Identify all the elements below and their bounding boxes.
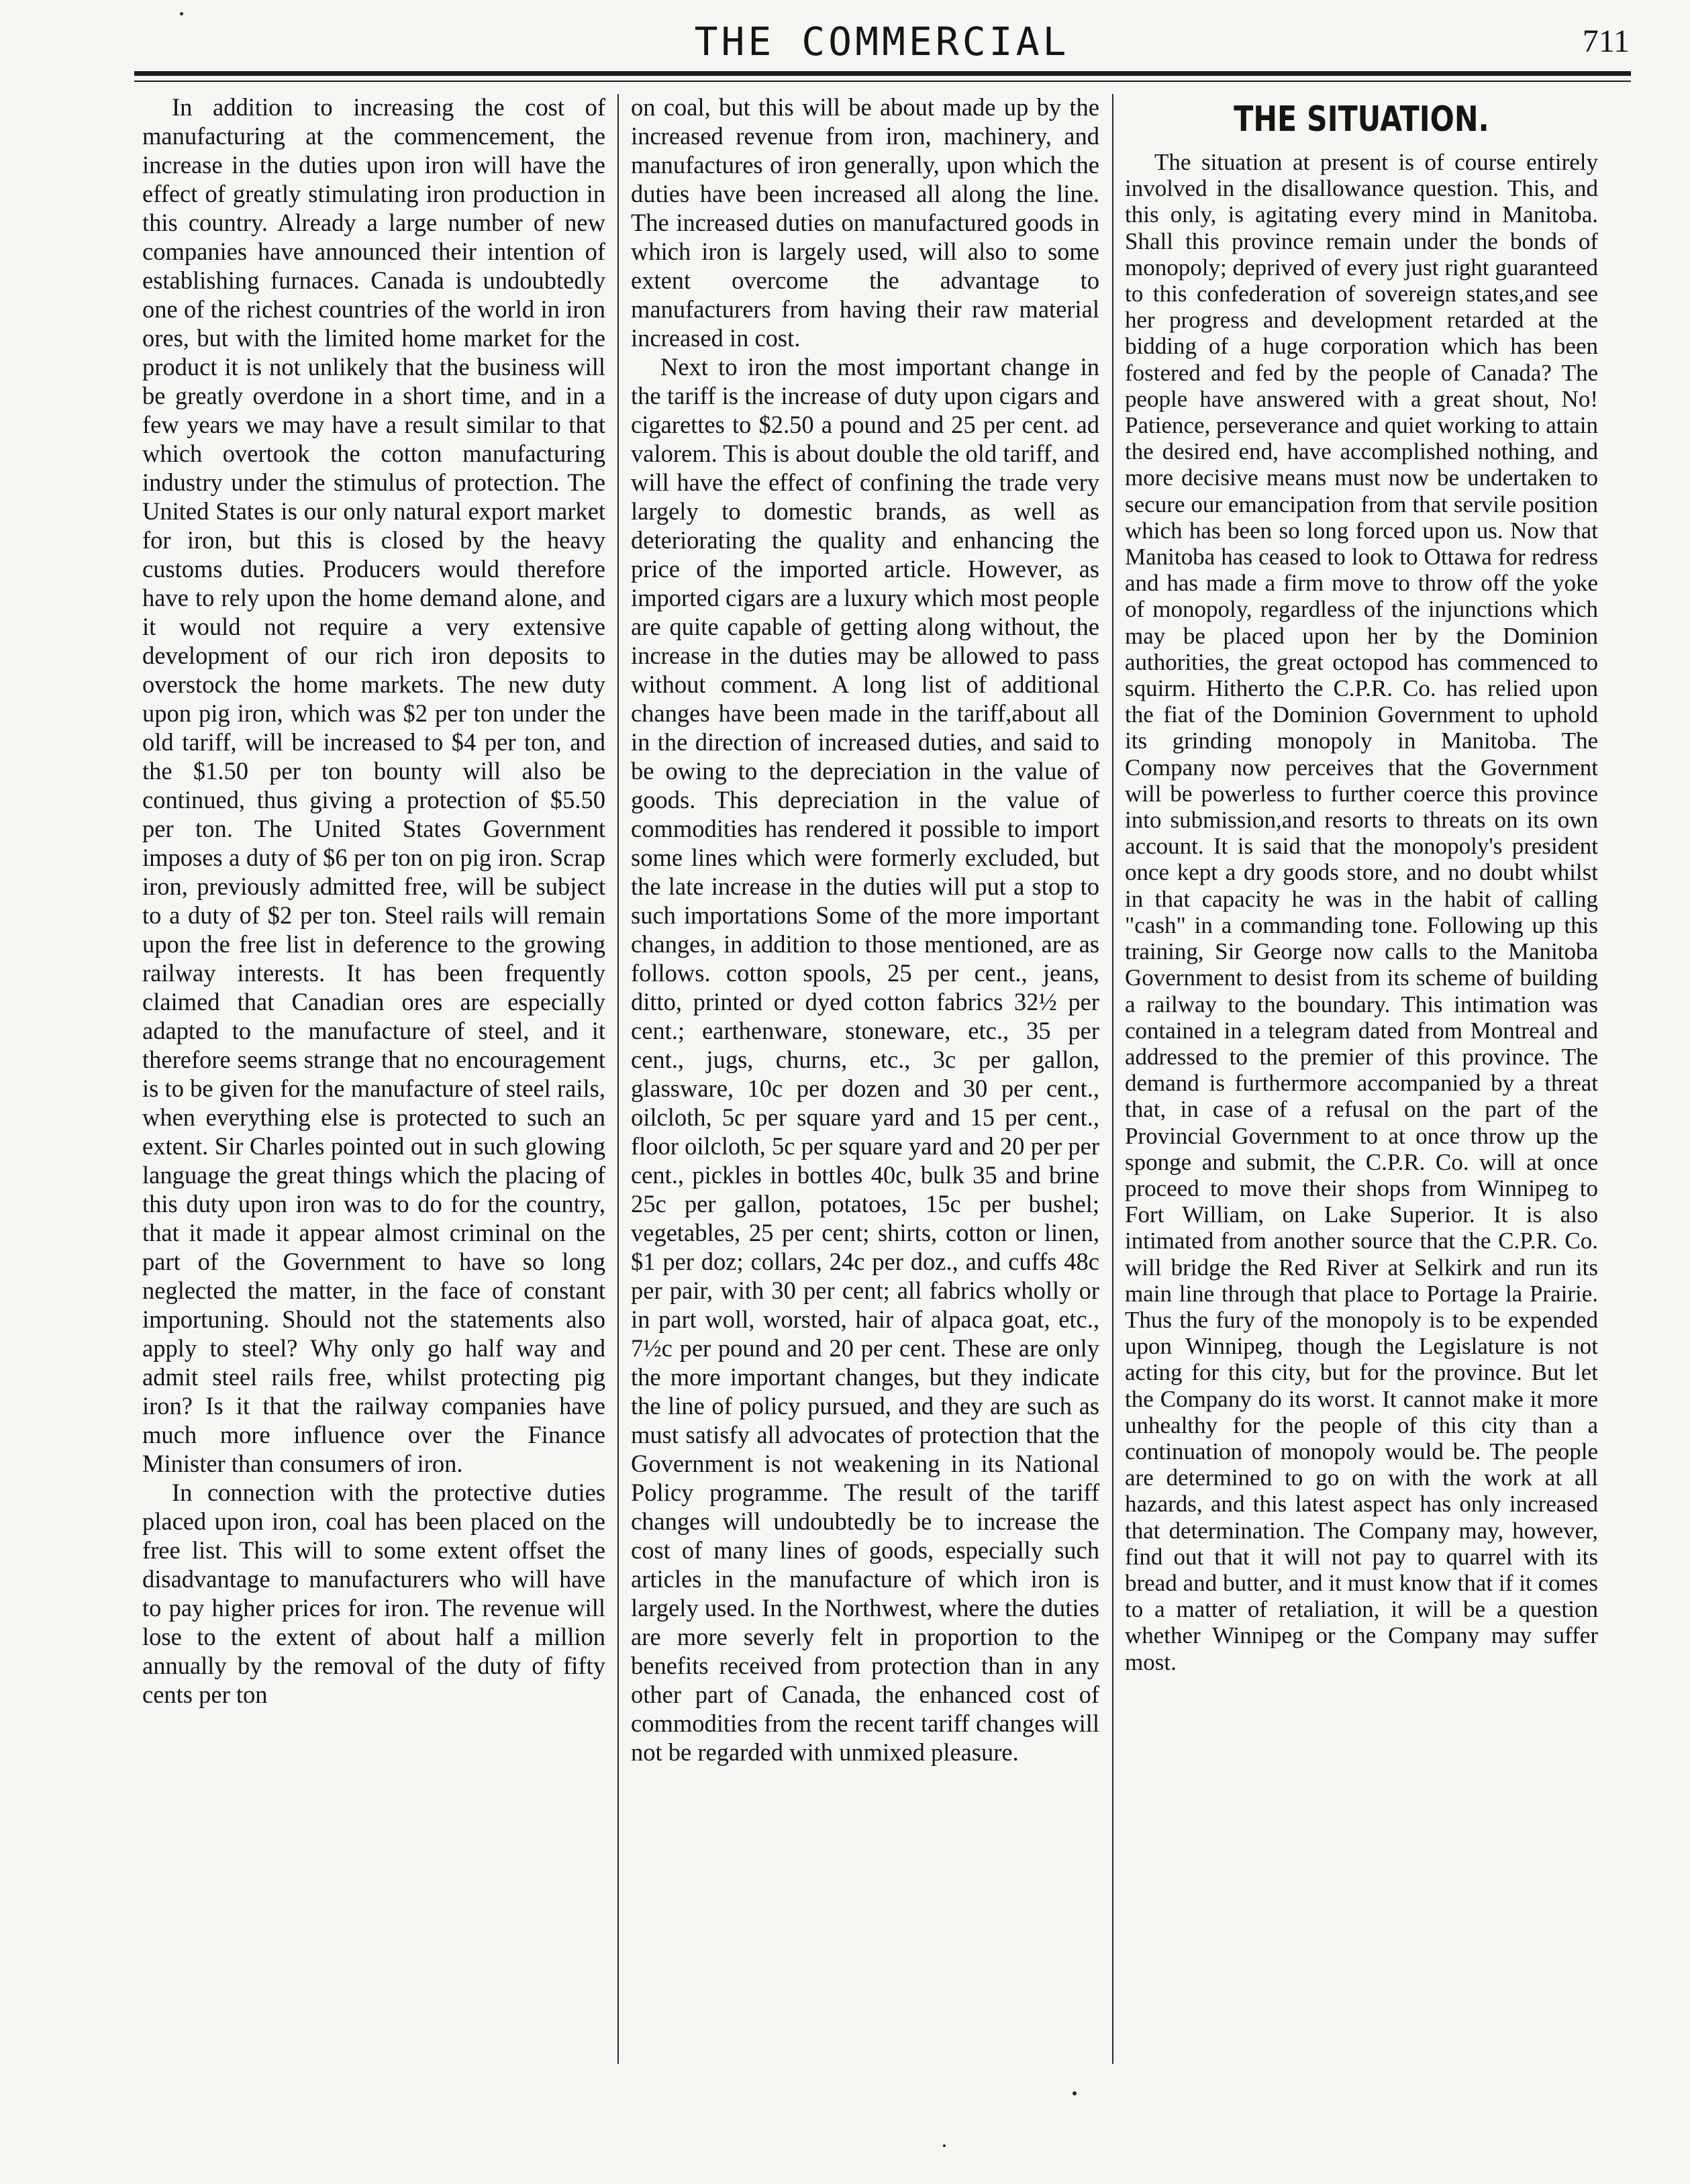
article-column-2 bbox=[631, 93, 1099, 2106]
column-rule bbox=[617, 94, 619, 2064]
paragraph-iron-duties-continued: In connection with the protective duties placed upon iron, coal has been placed on the free list. This will to some extent offset the disadvantage to manufacturers who will have to pay higher prices for iron. The revenue will lose to the extent of about half a million annually by the removal of the duty of fifty cents per ton bbox=[142, 1479, 605, 1708]
paragraph-iron-production: In addition to increasing the cost of manufacturing at the commencement, the increase in the duties upon iron will have the effect of greatly stimulating iron production in this country. Already a large number of new companies have announced their intention of establishing furnaces. Canada is undoubtedly one of the richest countries of the world in iron ores, but with the limited home market for the product it is not unlikely that the business will be greatly overdone in a short time, and in a few years we may have a result similar to that which overtook the cotton manufacturing industry under the stimulus of protection. The United States is our only natural export market for iron, but this is closed by the heavy customs duties. Producers would therefore have to rely upon the home demand alone, and it would not require a very extensive development of our rich iron deposits to overstock the home markets. The new duty upon pig iron, which was $2 per ton under the old tariff, will be increased to $4 per ton, and the $1.50 per ton bounty will also be continued, thus giving a protection of $5.50 per ton. The United States Government imposes a duty of $6 per ton on pig iron. Scrap iron, previously admitted free, will be subject to a duty of $2 per ton. Steel rails will remain upon the free list in deference to the growing railway interests. It has been frequently claimed that Canadian ores are especially adapted to the manufacture of steel, and it therefore seems strange that no encouragement is to be given for the manufacture of steel rails, when everything else is protected to such an extent. Sir Charles pointed out in such glowing language the great things which the placing of this duty upon iron was to do for the country, that it made it appear almost criminal on the part of the Government to have so long neglected the matter, in the face of constant importuning. Should not the statements also apply to steel? Why only go half way and admit steel rails free, whilst protecting pig iron? Is it that the railway companies have much more influence over the Finance Minister than consumers of iron. bbox=[142, 93, 605, 1477]
paragraph-situation: The situation at present is of course entirely involved in the disallowance question. This, and this only, is agitating every mind in Manitoba. Shall this province remain under the bonds of monopoly; deprived of every just right guaranteed to this confederation of sovereign states,and see her progress and development retarded at the bidding of a huge corporation which has been fostered and fed by the people of Canada? The people have answered with a great shout, No! Patience, perseverance and quiet working to attain the desired end, have accomplished nothing, and more decisive means must now be undertaken to secure our emancipation from that servile position which has been so long forced upon us. Now that Manitoba has ceased to look to Ottawa for redress and has made a firm move to throw off the yoke of monopoly, regardless of the injunctions which may be placed upon her by the Dominion authorities, the great octopod has commenced to squirm. Hitherto the C.P.R. Co. has relied upon the fiat of the Dominion Government to uphold its grinding monopoly in Manitoba. The Company now perceives that the Government will be powerless to further coerce this province into submission,and resorts to threats on its own account. It is said that the monopoly's president once kept a dry goods store, and no doubt whilst in that capacity he was in the habit of calling "cash" in a commanding tone. Following up this training, Sir George now calls to the Manitoba Government to desist from its scheme of building a railway to the boundary. This intimation was contained in a telegram dated from Montreal and addressed to the premier of this province. The demand is furthermore accompanied by a threat that, in case of a refusal on the part of the Provincial Government to at once throw up the sponge and submit, the C.P.R. Co. will at once proceed to move their shops from Winnipeg to Fort William, on Lake Superior. It is also intimated from another source that the C.P.R. Co. will bridge the Red River at Selkirk and run its main line through that place to Portage la Prairie. Thus the fury of the monopoly is to be expended upon Winnipeg, though the Legislature is not acting for this city, but for the province. But let the Company do its worst. It cannot make it more unhealthy for the people of this city than a continuation of monopoly would be. The people are determined to go on with the work at all hazards, and this latest aspect has only increased that determination. The Company may, however, find out that it will not pay to quarrel with its bread and butter, and it must know that if it comes to a matter of retaliation, it will be a question whether Winnipeg or the Company may suffer most. bbox=[1125, 149, 1598, 1675]
paragraph-continuation: on coal, but this will be about made up by the increased revenue from iron, machinery, and manufactures of iron generally, upon which the duties have been increased all along the line. The increased duties on manufactured goods in which iron is largely used, will also to some extent overcome the advantage to manufacturers from having their raw material increased in cost. bbox=[631, 93, 1099, 352]
paragraph-cigar-tariff: Next to iron the most important change in the tariff is the increase of duty upon cigars and cigarettes to $2.50 a pound and 25 per cent. ad valorem. This is about double the old tariff, and will have the effect of confining the trade very largely to domestic brands, as well as deteriorating the quality and enhancing the price of the imported article. However, as imported cigars are a luxury which most people are quite capable of getting along without, the increase in the duties may be allowed to pass without comment. A long list of additional changes have been made in the tariff,about all in the direction of increased duties, and said to be owing to the depreciation in the value of goods. This depreciation in the value of commodities has rendered it possible to import some lines which were formerly excluded, but the late increase in the duties will put a stop to such importations Some of the more important changes, in addition to those mentioned, are as follows. cotton spools, 25 per cent., jeans, ditto, printed or dyed cotton fabrics 32½ per cent.; earthenware, stoneware, etc., 35 per cent., jugs, churns, etc., 3c per gallon, glassware, 10c per dozen and 30 per cent., oilcloth, 5c per square yard and 15 per cent., floor oilcloth, 5c per square yard and 20 per per cent., pickles in bottles 40c, bulk 35 and brine 25c per gallon, potatoes, 15c per bushel; vegetables, 25 per cent; shirts, cotton or linen, $1 per doz; collars, 24c per doz., and cuffs 48c per pair, with 30 per cent; all fabrics wholly or in part woll, worsted, hair of alpaca goat, etc., 7½c per pound and 20 per cent. These are only the more important changes, but they indicate the line of policy pursued, and they are such as must satisfy all advocates of protection that the Government is not weakening in its National Policy programme. The result of the tariff changes will undoubtedly be to increase the cost of many lines of goods, especially such articles in the manufacture of which iron is largely used. In the Northwest, where the duties are more severly felt in proportion to the benefits received from protection than in any other part of Canada, the enhanced cost of commodities from the recent tariff changes will not be regarded with unmixed pleasure. bbox=[631, 353, 1099, 1766]
article-column-3 bbox=[1125, 93, 1598, 2106]
journal-title: THE COMMERCIAL bbox=[694, 19, 1070, 64]
running-head bbox=[134, 15, 1630, 68]
print-speck bbox=[180, 12, 183, 15]
print-speck bbox=[943, 2144, 946, 2147]
section-heading: THE SITUATION. bbox=[1234, 99, 1489, 140]
article-column-1 bbox=[142, 93, 605, 2106]
header-rule-thin bbox=[134, 81, 1631, 82]
header-rule-thick bbox=[134, 71, 1631, 76]
print-speck bbox=[1073, 2091, 1077, 2095]
page-number: 711 bbox=[1582, 23, 1630, 59]
column-rule bbox=[1112, 94, 1113, 2064]
